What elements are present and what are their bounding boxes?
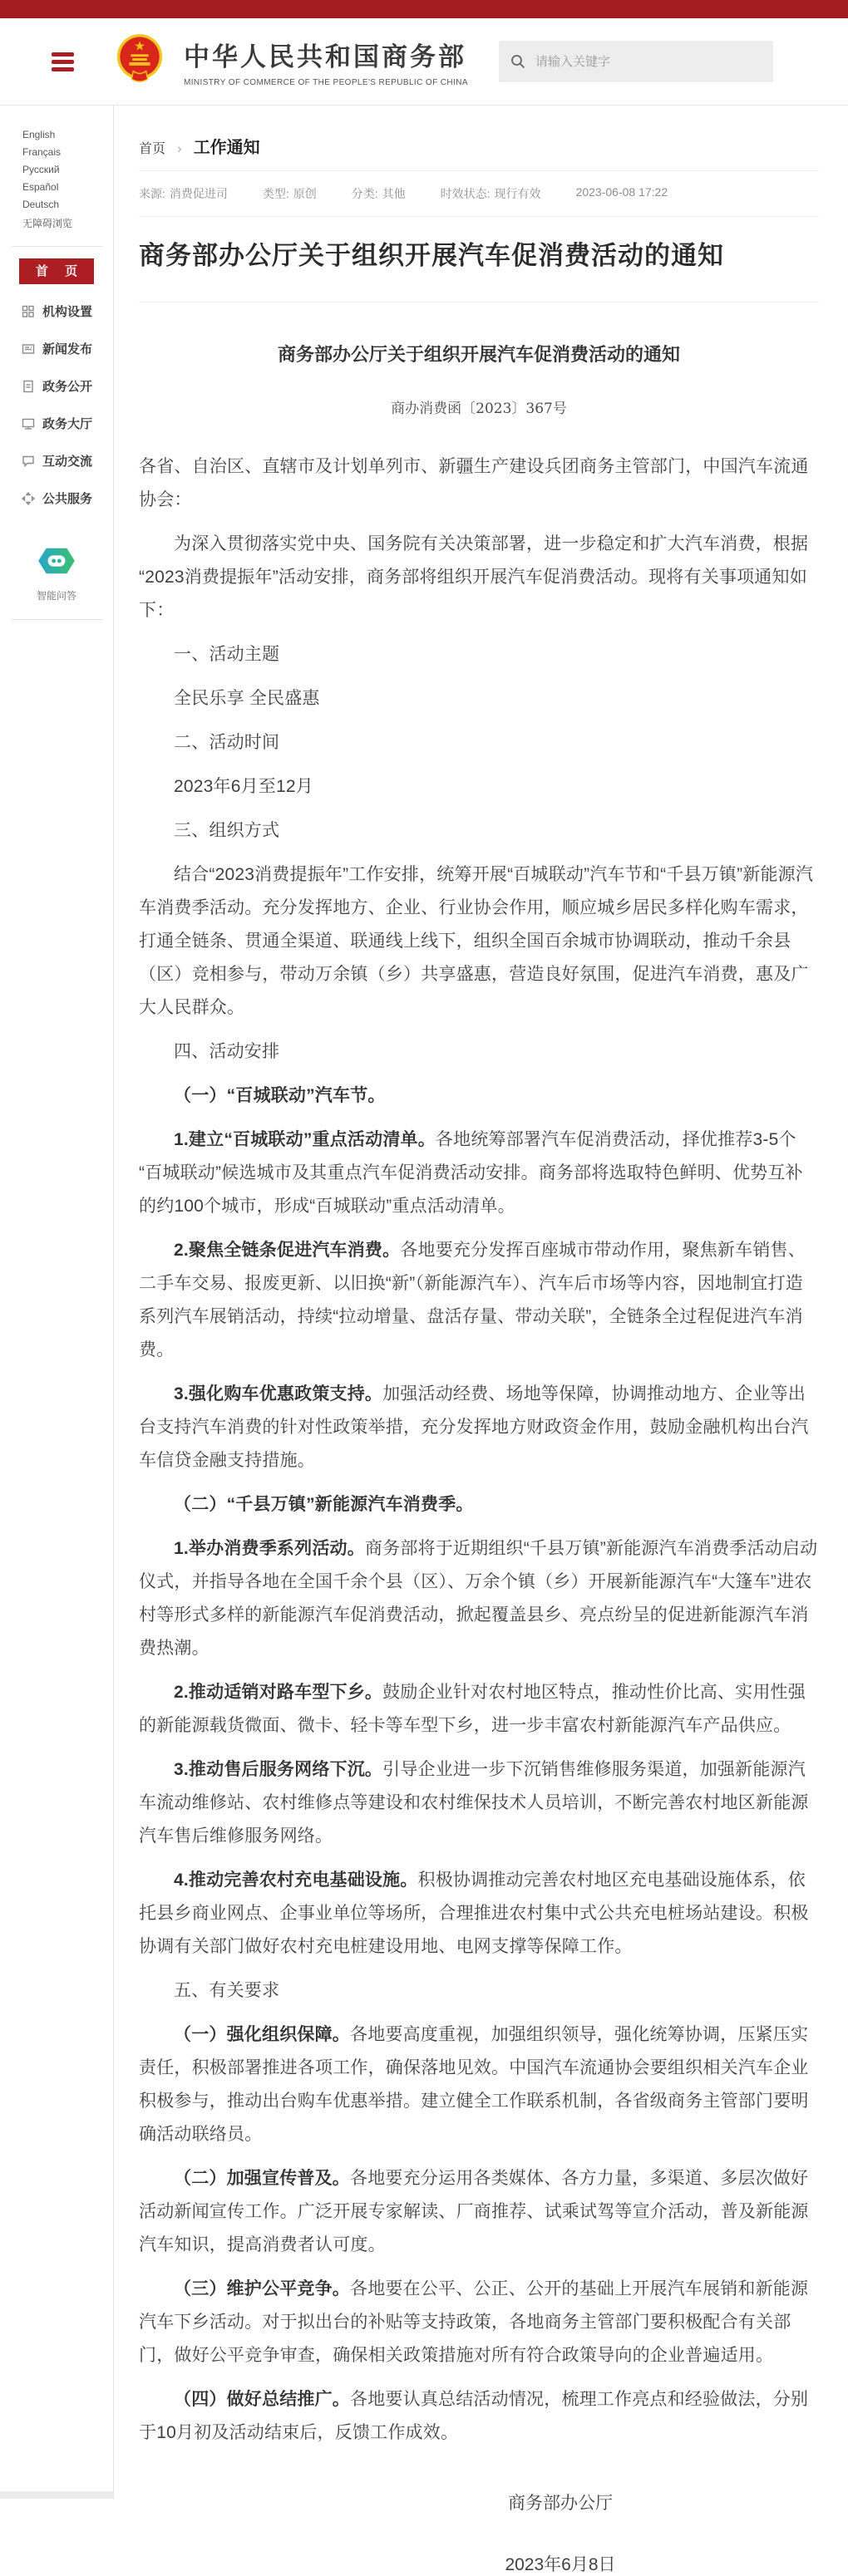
paragraph-lead: 1.建立“百城联动”重点活动清单。 xyxy=(174,1129,436,1149)
chat-icon xyxy=(22,455,35,468)
document-paragraph: 二、活动时间 xyxy=(174,732,280,752)
sidebar-item-label: 政务大厅 xyxy=(42,417,93,431)
svg-text:★: ★ xyxy=(134,39,145,54)
ai-qa-entry[interactable] xyxy=(0,545,113,602)
document-paragraph: 2.推动适销对路车型下乡。鼓励企业针对农村地区特点，推动性价比高、实用性强的新能源载货微面、微卡、轻卡等车型下乡，进一步丰富农村新能源汽车产品供应。 xyxy=(139,1682,806,1735)
paragraph-lead: 2.推动适销对路车型下乡。 xyxy=(174,1682,383,1702)
document-paragraph: 四、活动安排 xyxy=(174,1041,280,1061)
document-paragraph: 各省、自治区、直辖市及计划单列市、新疆生产建设兵团商务主管部门，中国汽车流通协会： xyxy=(139,456,809,509)
document-icon xyxy=(22,380,35,393)
document-paragraph: （一）强化组织保障。各地要高度重视，加强组织领导，强化统筹协调，压紧压实责任，积极部署推进各项工作，确保落地见效。中国汽车流通协会要组织相关汽车企业积极参与，推动出台购车优惠举措。建立健全工作联系机制，各省级商务主管部门要明确活动联络员。 xyxy=(139,2024,809,2144)
sidebar-item-label: 机构设置 xyxy=(42,305,93,319)
document-paragraph: 4.推动完善农村充电基础设施。积极协调推动完善农村地区充电基础设施体系，依托县乡商业网点、企事业单位等场所，合理推进农村集中式公共充电桩场站建设。积极协调有关部门做好农村充电桩建设用地、电网支撑等保障工作。 xyxy=(139,1870,809,1956)
document-paragraph: 全民乐享 全民盛惠 xyxy=(174,688,320,708)
left-sidebar xyxy=(0,106,114,2499)
paragraph-lead: 4.推动完善农村充电基础设施。 xyxy=(174,1870,418,1890)
document-body xyxy=(139,450,819,2450)
sidebar-item-互动交流[interactable] xyxy=(0,442,113,479)
document-paragraph: 一、活动主题 xyxy=(174,644,280,664)
language-links xyxy=(0,129,108,236)
main-layout xyxy=(0,106,848,2574)
site-title: 中华人民共和国商务部 xyxy=(184,42,466,71)
paragraph-lead: 3.强化购车优惠政策支持。 xyxy=(174,1384,383,1404)
national-emblem-logo xyxy=(116,32,164,91)
ai-qa-label: 智能问答 xyxy=(36,590,76,602)
menu-hamburger-icon[interactable] xyxy=(52,49,74,75)
language-link[interactable]: Français xyxy=(22,146,62,158)
paragraph-lead: 2.聚焦全链条促进汽车消费。 xyxy=(174,1240,401,1260)
sidebar-item-政务公开[interactable] xyxy=(0,367,113,405)
news-icon xyxy=(22,342,35,356)
robot-icon xyxy=(36,545,77,577)
sidebar-item-机构设置[interactable] xyxy=(0,293,113,330)
sidebar-item-label: 互动交流 xyxy=(42,455,93,469)
breadcrumb-home-link[interactable]: 首页 xyxy=(139,142,166,156)
article-meta-row xyxy=(139,171,819,216)
paragraph-lead: （二）“千县万镇”新能源汽车消费季。 xyxy=(174,1494,474,1514)
document-paragraph: （四）做好总结推广。各地要认真总结活动情况，梳理工作亮点和经验做法，分别于10月初及活动结束后，反馈工作成效。 xyxy=(139,2389,809,2442)
org-grid-icon xyxy=(22,305,35,318)
brand-block xyxy=(184,36,468,87)
breadcrumb-current: 工作通知 xyxy=(193,139,260,157)
document-paragraph: 1.举办消费季系列活动。商务部将于近期组织“千县万镇”新能源汽车消费季活动启动仪式，并指导各地在全国千余个县（区）、万余个镇（乡）开展新能源汽车“大篷车”进农村等形式多样的新能源汽车促消费活动，掀起覆盖县乡、亮点纷呈的促进新能源汽车消费热潮。 xyxy=(139,1538,818,1658)
site-header xyxy=(0,18,848,106)
sidebar-divider xyxy=(12,246,103,247)
document-paragraph: 2.聚焦全链条促进汽车消费。各地要充分发挥百座城市带动作用，聚焦新车销售、二手车交易、报废更新、以旧换“新”（新能源汽车）、汽车后市场等内容，因地制宜打造系列汽车展销活动，持续“拉动增量、盘活存量、带动关联”，全链条全过程促进汽车消费。 xyxy=(139,1240,806,1359)
language-link[interactable]: English xyxy=(22,129,56,140)
document-paragraph xyxy=(139,1079,819,1113)
paragraph-lead: （一）“百城联动”汽车节。 xyxy=(174,1085,386,1105)
service-hall-icon xyxy=(22,417,35,430)
sidebar-item-label: 政务公开 xyxy=(42,380,93,394)
search-input[interactable] xyxy=(535,55,762,69)
document-paragraph: 三、组织方式 xyxy=(174,820,280,840)
sidebar-item-公共服务[interactable] xyxy=(0,479,113,517)
document-paragraph: 五、有关要求 xyxy=(174,1980,280,2000)
paragraph-lead: （一）强化组织保障。 xyxy=(174,2024,350,2044)
search-box[interactable] xyxy=(499,41,773,82)
document-paragraph: （二）加强宣传普及。各地要充分运用各类媒体、各方力量，多渠道、多层次做好活动新闻宣传工作。广泛开展专家解读、厂商推荐、试乘试驾等宣介活动，普及新能源汽车知识，提高消费者认可度。 xyxy=(139,2168,809,2254)
sidebar-item-新闻发布[interactable] xyxy=(0,330,113,367)
content-column xyxy=(114,106,848,2574)
sidebar-home-button[interactable]: 首 页 xyxy=(19,258,94,284)
document-paragraph: 3.强化购车优惠政策支持。加强活动经费、场地等保障，协调推动地方、企业等出台支持汽车消费的针对性政策举措，充分发挥地方财政资金作用，鼓励金融机构出台汽车信贷金融支持措施。 xyxy=(139,1384,809,1470)
meta-item: 来源: 消费促进司 xyxy=(139,187,228,200)
sidebar-divider xyxy=(12,619,103,620)
document-paragraph: 3.推动售后服务网络下沉。引导企业进一步下沉销售维修服务渠道，加强新能源汽车流动维修站、农村维修点等建设和农村维保技术人员培训，不断完善农村地区新能源汽车售后维修服务网络。 xyxy=(139,1759,809,1846)
document-paragraph: （三）维护公平竞争。各地要在公平、公正、公开的基础上开展汽车展销和新能源汽车下乡活动。对于拟出台的补贴等支持政策，各地商务主管部门要积极配合有关部门，做好公平竞争审查，确保相关政策措施对所有符合政策导向的企业普遍适用。 xyxy=(139,2279,809,2365)
site-subtitle: MINISTRY OF COMMERCE OF THE PEOPLE'S REPUBLIC OF CHINA xyxy=(184,78,468,87)
language-link[interactable]: Deutsch xyxy=(22,199,60,210)
breadcrumb-separator-icon: › xyxy=(177,140,182,156)
paragraph-lead: 3.推动售后服务网络下沉。 xyxy=(174,1759,383,1779)
document-paragraph: 1.建立“百城联动”重点活动清单。各地统筹部署汽车促消费活动，择优推荐3-5个“百城联动”候选城市及其重点汽车促消费活动安排。商务部将选取特色鲜明、优势互补的约100个城市，形成“百城联动”重点活动清单。 xyxy=(139,1129,803,1216)
top-red-bar xyxy=(0,0,848,18)
search-icon xyxy=(510,54,525,69)
paragraph-lead: （四）做好总结推广。 xyxy=(174,2389,350,2409)
breadcrumb xyxy=(139,106,819,170)
section-divider xyxy=(139,216,819,217)
sidebar-menu xyxy=(0,293,113,517)
signature-block xyxy=(139,2490,819,2576)
public-service-icon xyxy=(22,492,35,505)
meta-item: 分类: 其他 xyxy=(351,187,406,200)
document-number: 商办消费函〔2023〕367号 xyxy=(391,400,567,417)
signature-org: 商务部办公厅 xyxy=(508,2493,613,2513)
paragraph-lead: （三）维护公平竞争。 xyxy=(174,2279,350,2298)
document-paragraph: 2023年6月至12月 xyxy=(174,776,313,796)
sidebar-item-政务大厅[interactable] xyxy=(0,405,113,442)
sidebar-item-label: 公共服务 xyxy=(42,492,93,506)
meta-item: 类型: 原创 xyxy=(262,187,317,200)
document-title: 商务部办公厅关于组织开展汽车促消费活动的通知 xyxy=(277,343,680,366)
signature-date: 2023年6月8日 xyxy=(505,2554,616,2574)
page-title: 商务部办公厅关于组织开展汽车促消费活动的通知 xyxy=(139,241,724,270)
document-paragraph: 为深入贯彻落实党中央、国务院有关决策部署，进一步稳定和扩大汽车消费，根据“2023消费提振年”活动安排，商务部将组织开展汽车促消费活动。现将有关事项通知如下： xyxy=(139,533,809,620)
sidebar-item-label: 新闻发布 xyxy=(42,342,93,356)
paragraph-lead: （二）加强宣传普及。 xyxy=(174,2168,350,2188)
meta-item: 时效状态: 现行有效 xyxy=(440,187,541,200)
language-link[interactable]: Русский xyxy=(22,164,60,175)
paragraph-lead: 1.举办消费季系列活动。 xyxy=(174,1538,365,1558)
language-link[interactable]: Español xyxy=(22,181,59,193)
document-paragraph: 结合“2023消费提振年”工作安排，统筹开展“百城联动”汽车节和“千县万镇”新能源汽车消费季活动。充分发挥地方、企业、行业协会作用，顺应城乡居民多样化购车需求，打通全链条、贯通全渠道、联通线上线下，组织全国百余城市协调联动，推动千余县（区）竞相参与，带动万余镇（乡）共享盛惠，营造良好氛围，促进汽车消费，惠及广大人民群众。 xyxy=(139,864,814,1017)
document-paragraph xyxy=(139,1488,819,1522)
meta-item: 2023-06-08 17:22 xyxy=(575,185,668,199)
language-link[interactable]: 无障碍浏览 xyxy=(22,218,73,229)
